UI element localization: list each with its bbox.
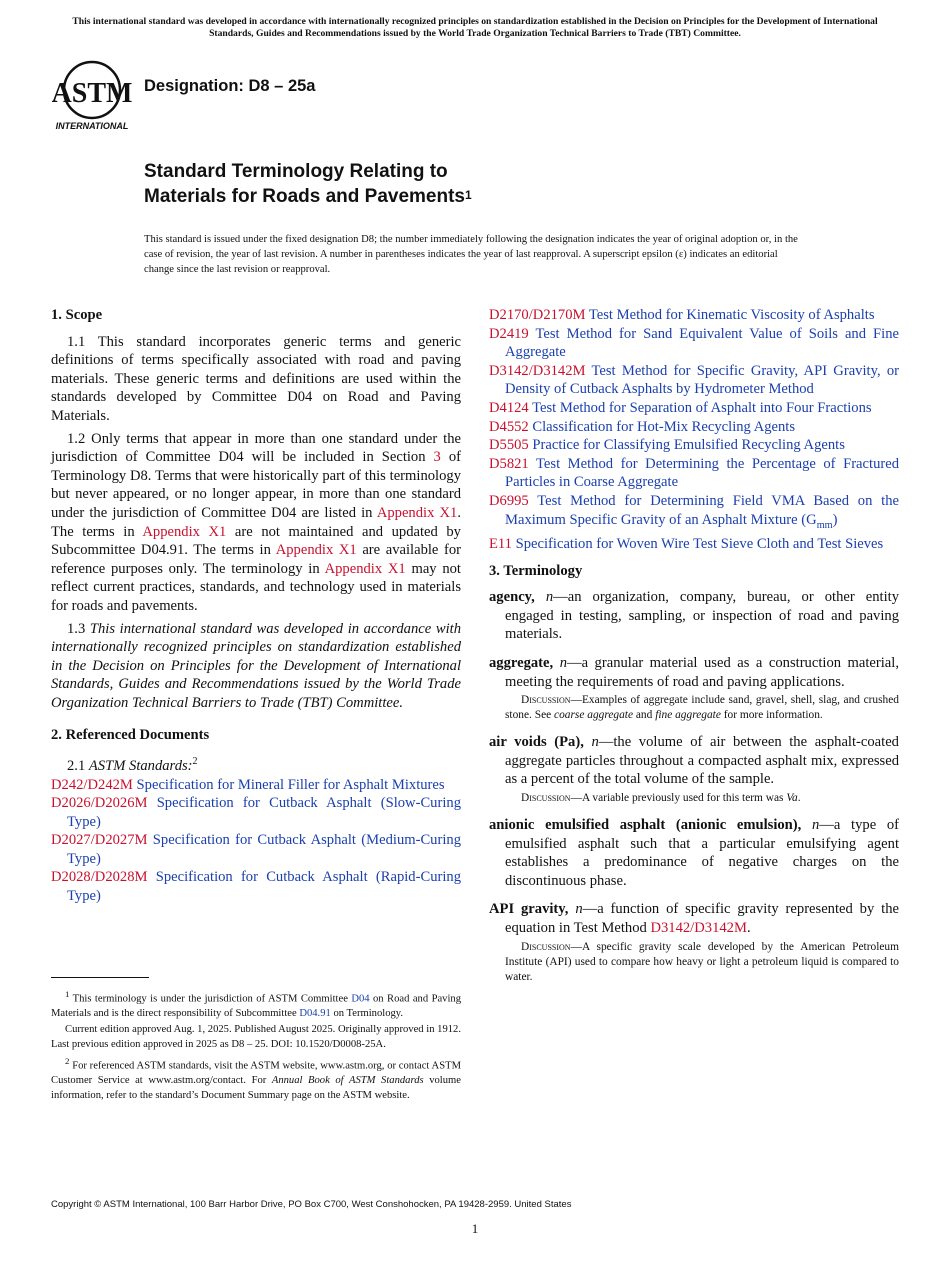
ref-designation-link[interactable]: D5505 — [489, 437, 529, 454]
title-line-2: Materials for Roads and Pavements — [144, 186, 465, 207]
ref-item — [489, 492, 899, 535]
ref-title-link[interactable]: Test Method for Determining Field VMA Based on the Maximum Specific Gravity of an Asphalt Mixture $(G_{mm})$ — [505, 492, 900, 531]
ref-designation-link[interactable]: D2026/D2026M — [51, 795, 148, 812]
appendix-x1-link[interactable]: Appendix X1 — [376, 504, 458, 521]
ref-title-link[interactable]: Test Method for Determining the Percentage of Fractured Particles in Coarse Aggregate — [505, 455, 899, 491]
ref-item — [489, 399, 899, 418]
para-2-1: 2.1 ASTM Standards:$^2$ — [67, 756, 198, 774]
ref-item — [489, 535, 899, 554]
designation: Designation: D8 – 25a — [144, 77, 316, 95]
ref-title-link[interactable]: Specification for Cutback Asphalt (Rapid-Curing Type) — [67, 869, 461, 905]
title-footnote-ref[interactable]: 1 — [465, 188, 472, 202]
issuance-notice: This standard is issued under the fixed designation D8; the number immediately following the designation indicates the year of original adoption or, in the case of revision, the year of last revision. A number in parentheses indicates the year of last reapproval. A superscript epsilon (ε) indicates an editorial change since the last revision or reapproval. — [144, 234, 798, 275]
discussion-api-gravity: Discussion—A specific gravity scale developed by the American Petroleum Institute (API) used to compare how heavy or light a petroleum liquid is compared to water. — [505, 940, 899, 983]
ref-item — [489, 362, 899, 399]
section-heading-scope: 1. Scope — [51, 307, 103, 323]
ref-title-link[interactable]: Practice for Classifying Emulsified Recycling Agents — [532, 437, 845, 454]
ref-title-link[interactable]: Test Method for Specific Gravity, API Gravity, or Density of Cutback Asphalts by Hydrometer Method — [505, 362, 899, 398]
discussion-aggregate: Discussion—Examples of aggregate include sand, gravel, shell, slag, and crushed stone. See coarse aggregate and fine aggregate for more information. — [505, 694, 899, 722]
section-heading-terminology: 3. Terminology — [489, 562, 583, 579]
logo-international: INTERNATIONAL — [55, 121, 129, 131]
ref-title-link[interactable]: Specification for Mineral Filler for Asphalt Mixtures — [136, 776, 445, 793]
ref-title-link[interactable]: Specification for Cutback Asphalt (Medium-Curing Type) — [67, 832, 461, 867]
logo-wordmark: ASTM — [52, 78, 133, 109]
para-1-2: 1.2 Only terms that appear in more than one standard under the jurisdiction of Committee D04 will be included in Section 3 of Terminology D8. Terms that were historically part of this terminology but never appeared, or no longer appear, in more than one standard under the jurisdiction of Committee D04 are listed in Appendix X1. The terms in Appendix X1 are not maintained and updated by Subcommittee D04.91. The terms in Appendix X1 are available for reference purposes only. The terminology in Appendix X1 may not reflect current practices, standards, and technology used in materials for roads and pavements. — [51, 430, 462, 614]
copyright-footer: Copyright © ASTM International, 100 Barr Harbor Drive, PO Box C700, West Conshohocken, PA 19428-2959. United States — [51, 1199, 572, 1210]
ref-item — [51, 776, 461, 795]
left-column — [51, 306, 461, 906]
ref-title-link[interactable]: Test Method for Sand Equivalent Value of Soils and Fine Aggregate — [505, 325, 899, 361]
ref-item — [489, 306, 899, 325]
term-anionic-emulsified-asphalt: anionic emulsified asphalt (anionic emulsion), n—a type of emulsified asphalt such that a particular emulsifying agent establishes a predominance of negative charges on the discontinuous phase. — [489, 816, 899, 889]
ref-item — [51, 868, 461, 905]
ref-title-link[interactable]: Specification for Cutback Asphalt (Slow-Curing Type) — [67, 795, 461, 830]
subcommittee-d04-91-link[interactable]: D04.91 — [299, 1007, 331, 1019]
d3142-link[interactable]: D3142/D3142M — [650, 919, 747, 936]
ref-item — [51, 831, 461, 868]
appendix-x1-link[interactable]: Appendix X1 — [324, 560, 406, 577]
footnote-rule — [51, 977, 149, 978]
ref-title-link[interactable]: Classification for Hot-Mix Recycling Agents — [532, 418, 796, 435]
ref-item — [489, 325, 899, 362]
ref-designation-link[interactable]: D4552 — [489, 418, 529, 435]
ref-designation-link[interactable]: D2419 — [489, 325, 529, 342]
document-title — [144, 159, 664, 211]
astm-logo-icon — [52, 58, 136, 132]
ref-item — [51, 794, 461, 831]
ref-designation-link[interactable]: D2028/D2028M — [51, 869, 148, 886]
ref-designation-link[interactable]: D242/D242M — [51, 776, 133, 793]
right-column — [489, 306, 899, 985]
appendix-x1-link[interactable]: Appendix X1 — [275, 542, 357, 559]
footnote-1: $^1$ This terminology is under the jurisdiction of ASTM Committee D04 on Road and Paving Materials and is the direct responsibility of Subcommittee D04.91 on Terminology. — [51, 989, 461, 1019]
ref-title-link[interactable]: Test Method for Separation of Asphalt into Four Fractions — [532, 399, 872, 416]
ref-title-link[interactable]: Test Method for Kinematic Viscosity of Asphalts — [588, 307, 875, 323]
ref-item — [489, 418, 899, 437]
footnote-2-ref[interactable]: 2 — [192, 756, 198, 768]
ref-title-link[interactable]: Specification for Woven Wire Test Sieve Cloth and Test Sieves — [515, 536, 884, 553]
para-1-1: 1.1 This standard incorporates generic terms and generic definitions of terms specifically associated with road and paving materials. These generic terms and definitions are used within the standards developed by Committee D04 on Road and Paving Materials. — [51, 333, 461, 424]
page-number: 1 — [471, 1221, 479, 1236]
term-air-voids: air voids (Pa), n—the volume of air between the asphalt-coated aggregate particles throughout a compacted asphalt mix, expressed as a percent of the total volume of the sample. — [489, 734, 899, 788]
term-api-gravity: API gravity, n—a function of specific gravity represented by the equation in Test Method D3142/D3142M. — [489, 901, 899, 936]
section-3-link[interactable]: 3 — [433, 449, 441, 466]
committee-d04-link[interactable]: D04 — [351, 993, 370, 1005]
para-1-3: 1.3 This international standard was developed in accordance with internationally recognized principles on standardization established in the Decision on Principles for the Development of International Standards, Guides and Recommendations issued by the World Trade Organization Technical Barriers to Trade (TBT) Committee. — [51, 620, 462, 711]
footnote-1-edition: Current edition approved Aug. 1, 2025. Published August 2025. Originally approved in 1912. Last previous edition approved in 2025 as D8 – 25. DOI: 10.1520/D0008-25A. — [51, 1024, 461, 1050]
ref-designation-link[interactable]: D6995 — [489, 492, 529, 509]
tbt-banner: This international standard was developed in accordance with internationally recognized principles on standardization established in the Decision on Principles for the Development of International Standards, Guides and Recommendations issued by the World Trade Organization Technical Barriers to Trade (TBT) Committee. — [72, 16, 878, 39]
ref-item — [489, 455, 899, 492]
ref-designation-link[interactable]: D2170/D2170M — [489, 307, 586, 323]
ref-designation-link[interactable]: D5821 — [489, 455, 529, 472]
term-agency: agency, n—an organization, company, bureau, or other entity engaged in testing, sampling, or inspection of road and paving materials. — [489, 589, 899, 643]
title-line-1: Standard Terminology Relating to — [144, 161, 448, 182]
ref-item — [489, 436, 899, 455]
appendix-x1-link[interactable]: Appendix X1 — [142, 523, 227, 540]
footnotes — [51, 987, 461, 1105]
ref-designation-link[interactable]: D2027/D2027M — [51, 832, 148, 849]
section-heading-referenced-documents: 2. Referenced Documents — [51, 727, 210, 744]
ref-designation-link[interactable]: E11 — [489, 536, 512, 553]
discussion-air-voids: Discussion—A variable previously used for this term was Va. — [521, 791, 801, 804]
ref-designation-link[interactable]: D3142/D3142M — [489, 362, 586, 379]
footnote-2: $^2$ For referenced ASTM standards, visit the ASTM website, www.astm.org, or contact ASTM Customer Service at www.astm.org/contact. For Annual Book of ASTM Standards volume information, refer to the standard’s Document Summary page on the ASTM website. — [51, 1056, 461, 1101]
ref-designation-link[interactable]: D4124 — [489, 399, 529, 416]
term-aggregate: aggregate, n—a granular material used as a construction material, meeting the requirements of road and paving applications. — [489, 655, 899, 690]
